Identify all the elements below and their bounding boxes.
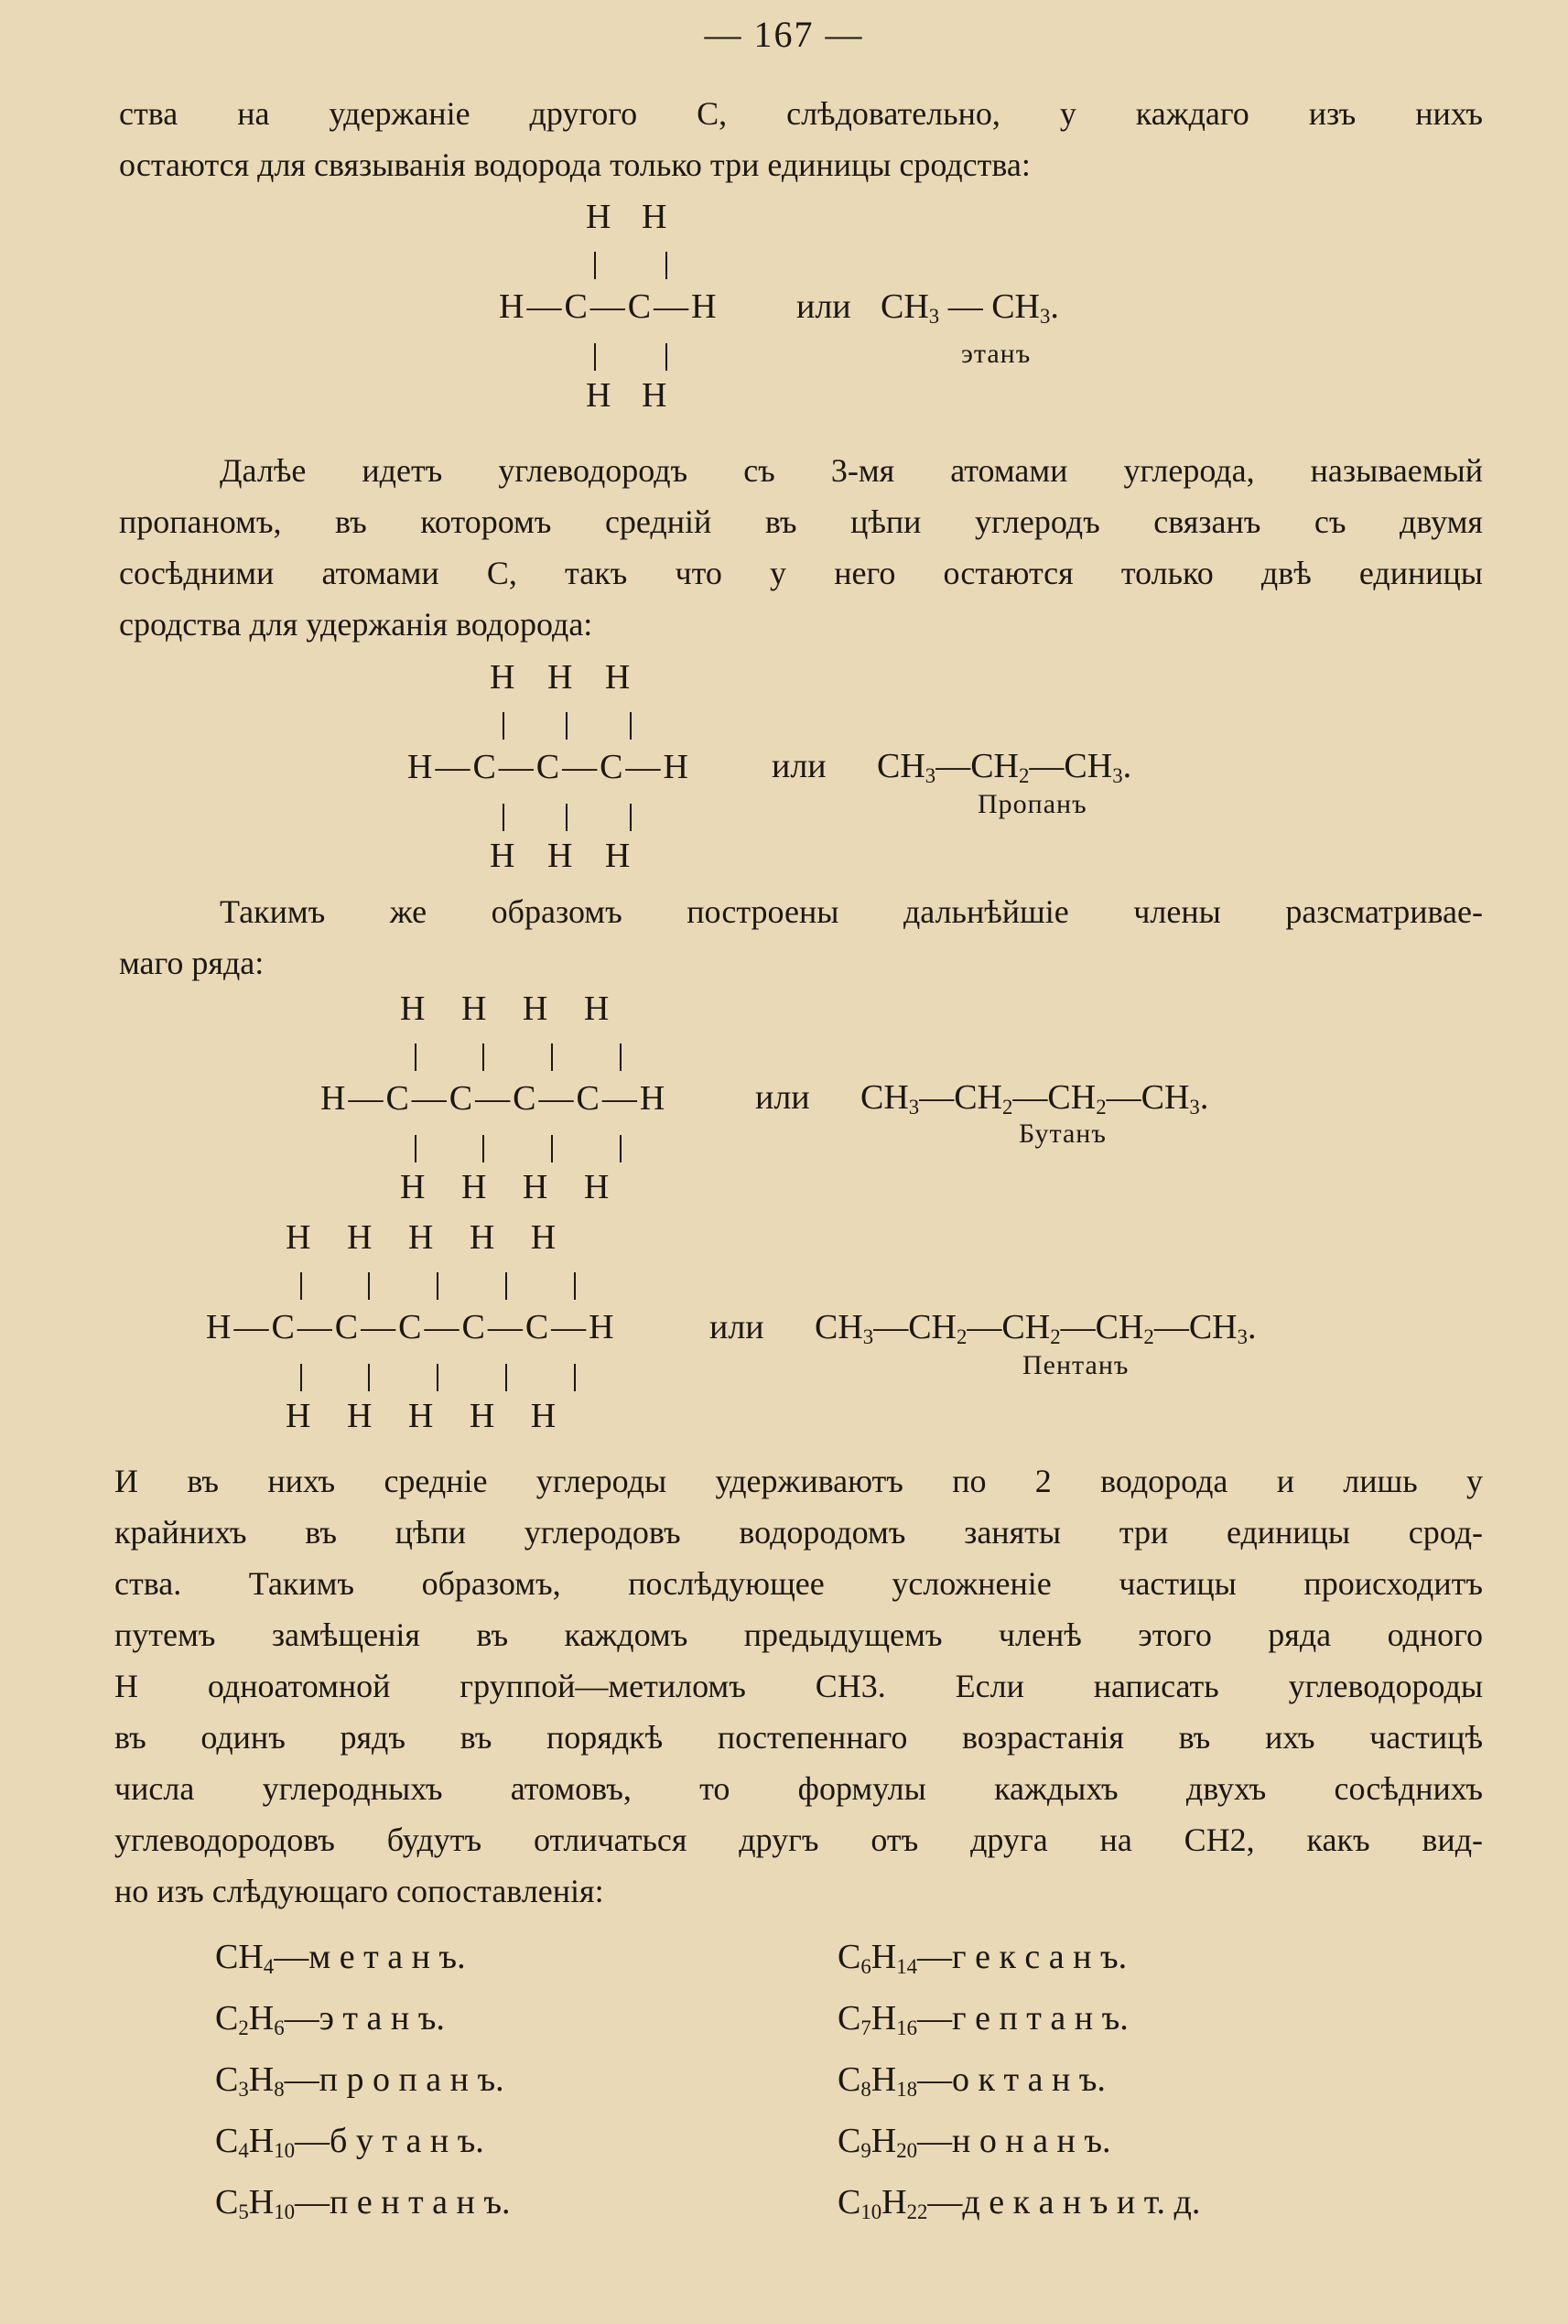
bond-line [437, 1364, 438, 1391]
bond-line [594, 252, 596, 279]
paragraph-4 [114, 1455, 1483, 1917]
hydrogen-row-bottom: Н Н Н Н [400, 1168, 610, 1206]
propane-structural-formula [407, 657, 773, 877]
pentane-name: Пентанъ [1022, 1350, 1130, 1380]
bond-line [630, 804, 632, 831]
text-line: ства на удержаніе другого С, слѣдовательно, у каждаго изъ нихъ [119, 95, 1483, 132]
bond-line [630, 712, 632, 740]
hydrogen-row-bottom: Н Н Н Н Н [286, 1397, 557, 1435]
bond-line [368, 1364, 370, 1391]
list-item: $C_5H_{10}—п$ е н т а н ъ. [215, 2183, 511, 2223]
bond-line [503, 804, 504, 831]
hydrogen-row-bottom: Н Н Н [490, 837, 631, 875]
pentane-structural-formula [206, 1217, 700, 1437]
bond-line [437, 1272, 438, 1300]
bond-line [620, 1043, 622, 1071]
carbon-chain-row: Н—С—С—Н [499, 287, 719, 326]
paragraph-1 [119, 88, 1483, 190]
text-line: Н одноатомной группой—метиломъ CH3. Если написать углеводороды [114, 1668, 1483, 1704]
list-item: $C_9H_{20}—н$ о н а н ъ. [838, 2122, 1111, 2162]
page-number: — 167 — [704, 14, 864, 55]
paragraph-2 [119, 445, 1483, 650]
bond-line [574, 1364, 576, 1391]
or-word: или [755, 1078, 810, 1117]
homolog-list-right [838, 1931, 1200, 2238]
or-word: или [709, 1308, 764, 1346]
carbon-chain-row: Н—С—С—С—С—Н [320, 1079, 668, 1118]
paragraph-3 [119, 886, 1483, 989]
bond-line [482, 1043, 484, 1071]
butane-condensed-formula: $CH_3—CH_2—CH_2—CH_3$. [860, 1078, 1209, 1119]
or-word: или [772, 747, 827, 785]
propane-name: Пропанъ [978, 789, 1087, 819]
bond-line [300, 1364, 302, 1391]
bond-line [415, 1135, 416, 1162]
bond-line [482, 1135, 484, 1162]
bond-line [594, 343, 596, 371]
bond-line [368, 1272, 370, 1300]
bond-line [505, 1364, 507, 1391]
bond-line [551, 1135, 553, 1162]
pentane-condensed-formula: $CH_3—CH_2—CH_2—CH_2—CH_3$. [815, 1308, 1257, 1348]
ethane-structural-formula [499, 197, 773, 416]
list-item: $C_2H_6—э$ т а н ъ. [215, 1999, 445, 2039]
text-line: сосѣдними атомами С, такъ что у него остаются только двѣ единицы [119, 555, 1483, 591]
text-line: И въ нихъ средніе углероды удерживаютъ по 2 водорода и лишь у [114, 1463, 1483, 1499]
text-line: въ одинъ рядъ въ порядкѣ постепеннаго возрастанія въ ихъ частицѣ [114, 1719, 1483, 1756]
text-line: углеводородовъ будутъ отличаться другъ отъ друга на CH2, какъ вид- [114, 1821, 1483, 1858]
text-line: путемъ замѣщенія въ каждомъ предыдущемъ членѣ этого ряда одного [114, 1616, 1483, 1653]
butane-structural-formula [320, 989, 732, 1208]
text-line: маго ряда: [119, 945, 265, 981]
bond-line [503, 712, 504, 740]
bond-line [300, 1272, 302, 1300]
bond-line [665, 252, 667, 279]
list-item: $C_{10}H_{22}—д$ е к а н ъ и т. д. [838, 2183, 1201, 2223]
list-item: $C_6H_{14}—г$ е к с а н ъ. [838, 1938, 1128, 1978]
hydrogen-row-top: Н Н Н Н Н [286, 1218, 557, 1257]
bond-line [620, 1135, 622, 1162]
text-line: числа углеродныхъ атомовъ, то формулы каждыхъ двухъ сосѣднихъ [114, 1770, 1483, 1807]
text-line: ства. Такимъ образомъ, послѣдующее усложненіе частицы происходитъ [114, 1565, 1483, 1602]
hydrogen-row-top: Н Н [586, 198, 667, 236]
text-line: пропаномъ, въ которомъ средній въ цѣпи углеродъ связанъ съ двумя [119, 503, 1483, 540]
carbon-chain-row: Н—С—С—С—Н [407, 748, 691, 786]
bond-line [415, 1043, 416, 1071]
hydrogen-row-top: Н Н Н [490, 658, 631, 697]
ethane-condensed-formula: $CH_3$ — $CH_3$. [881, 287, 1059, 328]
list-item: $C_7H_{16}—г$ е п т а н ъ. [838, 1999, 1129, 2039]
propane-condensed-formula: $CH_3—CH_2—CH_3$. [877, 747, 1132, 787]
text-line: крайнихъ въ цѣпи углеродовъ водородомъ заняты три единицы срод- [114, 1514, 1483, 1551]
bond-line [566, 712, 568, 740]
list-item: $CH_4—м$ е т а н ъ. [215, 1938, 466, 1978]
bond-line [551, 1043, 553, 1071]
homolog-list-left [215, 1931, 511, 2238]
text-line: Такимъ же образомъ построены дальнѣйшіе члены разсматривае- [220, 893, 1483, 930]
bond-line [505, 1272, 507, 1300]
or-word: или [796, 287, 851, 326]
list-item: $C_8H_{18}—о$ к т а н ъ. [838, 2060, 1106, 2101]
text-line: но изъ слѣдующаго сопоставленія: [114, 1873, 604, 1909]
list-item: $C_4H_{10}—б$ у т а н ъ. [215, 2122, 484, 2162]
text-line: сродства для удержанія водорода: [119, 606, 593, 643]
bond-line [574, 1272, 576, 1300]
bond-line [665, 343, 667, 371]
text-line: Далѣе идетъ углеводородъ съ 3-мя атомами углерода, называемый [220, 452, 1483, 489]
hydrogen-row-bottom: Н Н [586, 376, 667, 415]
ethane-name: этанъ [961, 339, 1032, 369]
text-line: остаются для связыванія водорода только три единицы сродства: [119, 146, 1031, 183]
bond-line [566, 804, 568, 831]
hydrogen-row-top: Н Н Н Н [400, 989, 610, 1028]
butane-name: Бутанъ [1019, 1119, 1107, 1149]
list-item: $C_3H_8—п$ р о п а н ъ. [215, 2060, 504, 2101]
carbon-chain-row: Н—С—С—С—С—С—Н [206, 1308, 617, 1346]
